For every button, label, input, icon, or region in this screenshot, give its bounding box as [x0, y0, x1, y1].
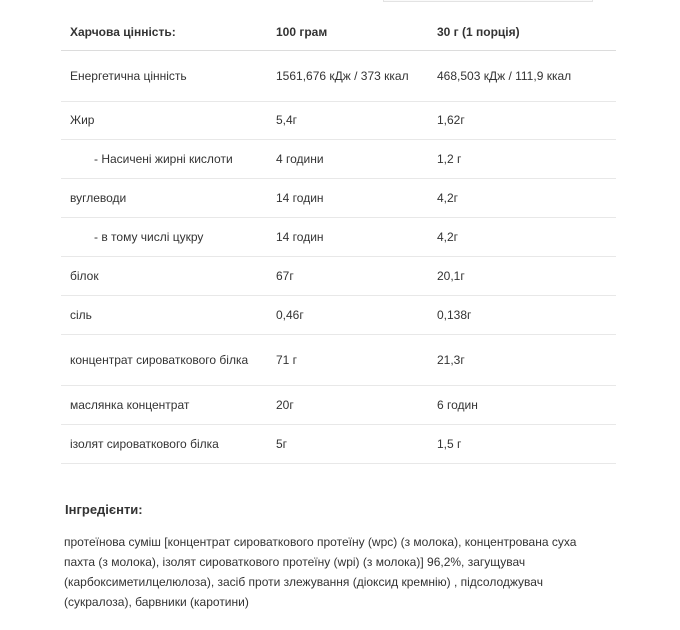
value-per-100g: 71 г [267, 335, 428, 386]
value-per-serving: 20,1г [428, 257, 616, 296]
nutrient-name: Енергетична цінність [61, 51, 267, 102]
value-per-serving: 0,138г [428, 296, 616, 335]
nutrition-header-row [61, 14, 616, 51]
nutrient-name: - Насичені жирні кислоти [61, 140, 267, 179]
nutrition-table [61, 14, 616, 464]
ingredients-title: Інгредієнти: [65, 502, 143, 517]
nutrient-name: Жир [61, 102, 267, 140]
table-row [61, 296, 616, 335]
table-row [61, 179, 616, 218]
table-row [61, 425, 616, 464]
nutrient-name: маслянка концентрат [61, 386, 267, 425]
value-per-100g: 20г [267, 386, 428, 425]
value-per-100g: 67г [267, 257, 428, 296]
table-row [61, 51, 616, 102]
table-row [61, 335, 616, 386]
value-per-serving: 4,2г [428, 218, 616, 257]
header-nutrient: Харчова цінність: [61, 14, 267, 51]
nutrient-name: білок [61, 257, 267, 296]
nutrient-name: сіль [61, 296, 267, 335]
header-per-serving: 30 г (1 порція) [428, 14, 616, 51]
nutrient-name: концентрат сироваткового білка [61, 335, 267, 386]
value-per-serving: 1,5 г [428, 425, 616, 464]
top-input-field[interactable] [383, 0, 593, 2]
nutrient-name: ізолят сироваткового білка [61, 425, 267, 464]
nutrient-name: - в тому числі цукру [61, 218, 267, 257]
value-per-100g: 1561,676 кДж / 373 ккал [267, 51, 428, 102]
table-row [61, 102, 616, 140]
value-per-serving: 6 годин [428, 386, 616, 425]
value-per-100g: 0,46г [267, 296, 428, 335]
ingredients-text: протеїнова суміш [концентрат сироваткового протеїну (wpc) (з молока), концентрована суха пахта (з молока), ізолят сироваткового протеїну (wpi) (з молока)] 96,2%, загущувач (карбоксиметилцелюлоза), засіб проти злежування (діоксид кремнію) , підсолоджувач (сукралоза), барвники (каротини) [64, 535, 577, 609]
value-per-serving: 21,3г [428, 335, 616, 386]
table-row [61, 386, 616, 425]
table-row [61, 257, 616, 296]
value-per-100g: 5,4г [267, 102, 428, 140]
value-per-serving: 4,2г [428, 179, 616, 218]
nutrient-name: вуглеводи [61, 179, 267, 218]
value-per-100g: 14 годин [267, 218, 428, 257]
value-per-serving: 1,62г [428, 102, 616, 140]
value-per-100g: 14 годин [267, 179, 428, 218]
value-per-serving: 1,2 г [428, 140, 616, 179]
value-per-100g: 4 години [267, 140, 428, 179]
table-row [61, 140, 616, 179]
value-per-serving: 468,503 кДж / 111,9 ккал [428, 51, 616, 102]
value-per-100g: 5г [267, 425, 428, 464]
header-per-100g: 100 грам [267, 14, 428, 51]
table-row [61, 218, 616, 257]
